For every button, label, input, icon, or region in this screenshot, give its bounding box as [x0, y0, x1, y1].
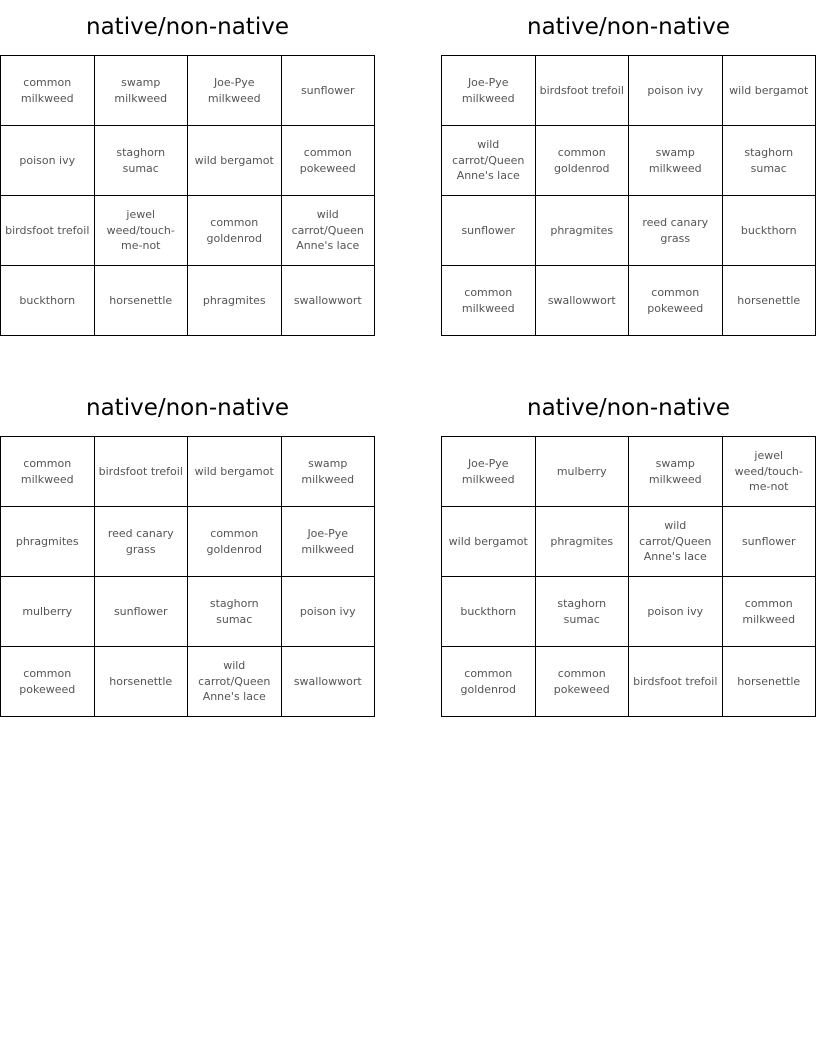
bingo-cell: buckthorn [723, 196, 816, 266]
bingo-cell: birdsfoot trefoil [95, 437, 189, 507]
bingo-cell: poison ivy [629, 577, 723, 647]
bingo-cell: common goldenrod [536, 126, 630, 196]
bingo-cell: phragmites [536, 507, 630, 577]
bingo-card [441, 391, 816, 717]
bingo-card [0, 10, 375, 336]
bingo-cell: phragmites [1, 507, 95, 577]
bingo-cell: poison ivy [629, 56, 723, 126]
bingo-cell: horsenettle [95, 647, 189, 717]
bingo-cell: common pokeweed [629, 266, 723, 336]
bingo-cell: wild carrot/Queen Anne's lace [629, 507, 723, 577]
bingo-cell: reed canary grass [629, 196, 723, 266]
bingo-cell: swallowwort [536, 266, 630, 336]
bingo-cell: common goldenrod [442, 647, 536, 717]
card-title: native/non-native [527, 14, 730, 40]
bingo-cell: wild bergamot [188, 126, 282, 196]
bingo-cell: common pokeweed [282, 126, 376, 196]
bingo-cell: common milkweed [1, 437, 95, 507]
bingo-cell: birdsfoot trefoil [1, 196, 95, 266]
bingo-card [441, 10, 816, 336]
bingo-cell: wild bergamot [442, 507, 536, 577]
bingo-cell: staghorn sumac [536, 577, 630, 647]
bingo-grid [0, 55, 375, 336]
bingo-cell: mulberry [536, 437, 630, 507]
bingo-cell: poison ivy [282, 577, 376, 647]
bingo-cell: horsenettle [95, 266, 189, 336]
card-title: native/non-native [86, 395, 289, 421]
bingo-cell: sunflower [282, 56, 376, 126]
bingo-cell: Joe-Pye milkweed [188, 56, 282, 126]
bingo-cell: swamp milkweed [629, 126, 723, 196]
bingo-cell: staghorn sumac [188, 577, 282, 647]
bingo-cell: swallowwort [282, 647, 376, 717]
bingo-cell: wild bergamot [723, 56, 816, 126]
bingo-cell: phragmites [536, 196, 630, 266]
bingo-cell: Joe-Pye milkweed [442, 56, 536, 126]
bingo-cell: common pokeweed [1, 647, 95, 717]
bingo-cell: common milkweed [723, 577, 816, 647]
bingo-cell: common pokeweed [536, 647, 630, 717]
bingo-cell: mulberry [1, 577, 95, 647]
bingo-cell: common goldenrod [188, 196, 282, 266]
bingo-cell: common milkweed [1, 56, 95, 126]
bingo-cell: staghorn sumac [723, 126, 816, 196]
bingo-cell: wild carrot/Queen Anne's lace [282, 196, 376, 266]
bingo-cell: sunflower [442, 196, 536, 266]
bingo-cell: Joe-Pye milkweed [282, 507, 376, 577]
bingo-cell: swamp milkweed [629, 437, 723, 507]
bingo-cell: sunflower [723, 507, 816, 577]
bingo-cell: swallowwort [282, 266, 376, 336]
card-title: native/non-native [527, 395, 730, 421]
bingo-cell: common milkweed [442, 266, 536, 336]
bingo-cell: horsenettle [723, 647, 816, 717]
bingo-cell: buckthorn [1, 266, 95, 336]
bingo-grid [0, 436, 375, 717]
bingo-cell: reed canary grass [95, 507, 189, 577]
bingo-cell: birdsfoot trefoil [536, 56, 630, 126]
bingo-cell: poison ivy [1, 126, 95, 196]
bingo-cell: jewel weed/touch-me-not [95, 196, 189, 266]
bingo-cell: swamp milkweed [282, 437, 376, 507]
bingo-cell: swamp milkweed [95, 56, 189, 126]
bingo-cell: Joe-Pye milkweed [442, 437, 536, 507]
bingo-cell: wild carrot/Queen Anne's lace [442, 126, 536, 196]
card-title: native/non-native [86, 14, 289, 40]
bingo-cell: staghorn sumac [95, 126, 189, 196]
bingo-cell: buckthorn [442, 577, 536, 647]
bingo-cell: birdsfoot trefoil [629, 647, 723, 717]
bingo-grid [441, 55, 816, 336]
bingo-cell: jewel weed/touch-me-not [723, 437, 816, 507]
bingo-cell: common goldenrod [188, 507, 282, 577]
bingo-cell: phragmites [188, 266, 282, 336]
bingo-cell: wild carrot/Queen Anne's lace [188, 647, 282, 717]
bingo-cell: horsenettle [723, 266, 816, 336]
bingo-grid [441, 436, 816, 717]
bingo-card [0, 391, 375, 717]
bingo-cell: sunflower [95, 577, 189, 647]
bingo-cell: wild bergamot [188, 437, 282, 507]
